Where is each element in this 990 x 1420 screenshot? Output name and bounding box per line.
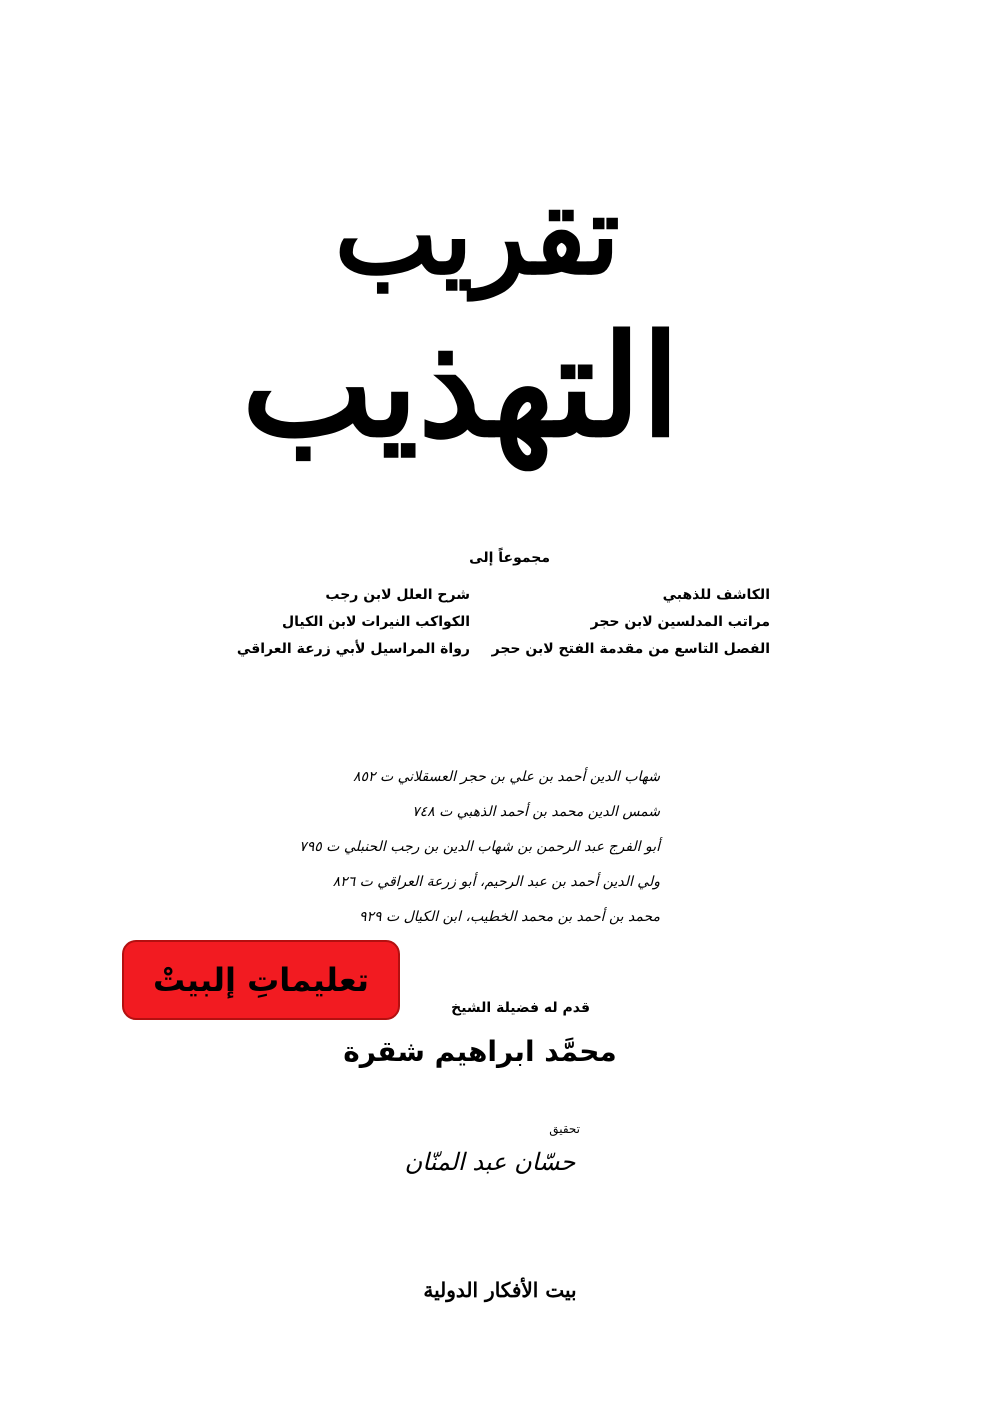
introduction-name: محمَّد ابراهيم شقرة [343, 1035, 617, 1068]
appended-works-left-column [200, 582, 470, 663]
author-line: ولي الدين أحمد بن عبد الرحيم، أبو زرعة العراقي ت ٨٢٦ [332, 874, 660, 890]
appended-work-item: مراتب المدلسين لابن حجر [590, 614, 770, 630]
watermark-badge: تعليماتِ إلبيتْ [122, 940, 400, 1020]
appended-work-item: الكواكب النيرات لابن الكيال [281, 614, 470, 630]
appended-works-label: مجموعاً إلى [469, 550, 550, 566]
appended-works-right-column [491, 582, 770, 663]
publisher-logo: بيت الأفكار الدولية [423, 1278, 577, 1302]
author-line: شهاب الدين أحمد بن علي بن حجر العسقلاني ت ٨٥٢ [352, 769, 660, 785]
appended-work-item: الفصل التاسع من مقدمة الفتح لابن حجر [491, 641, 770, 657]
author-line: شمس الدين محمد بن أحمد الذهبي ت ٧٤٨ [412, 804, 660, 820]
authors-list [299, 760, 660, 935]
book-title-line-2: التهذيب [241, 305, 680, 469]
author-line: محمد بن أحمد بن محمد الخطيب، ابن الكيال ت ٩٢٩ [358, 909, 660, 925]
book-title-line-1: تقريب [334, 170, 620, 299]
editor-name: حسّان عبد المنّان [404, 1148, 576, 1176]
appended-work-item: رواة المراسيل لأبي زرعة العراقي [236, 641, 470, 657]
appended-work-item: الكاشف للذهبي [662, 587, 770, 603]
editor-label: تحقيق [549, 1122, 580, 1136]
appended-work-item: شرح العلل لابن رجب [325, 587, 470, 603]
author-line: أبو الفرج عبد الرحمن بن شهاب الدين بن رجب الحنبلي ت ٧٩٥ [299, 839, 660, 855]
introduction-label: قدم له فضيلة الشيخ [451, 1000, 590, 1016]
